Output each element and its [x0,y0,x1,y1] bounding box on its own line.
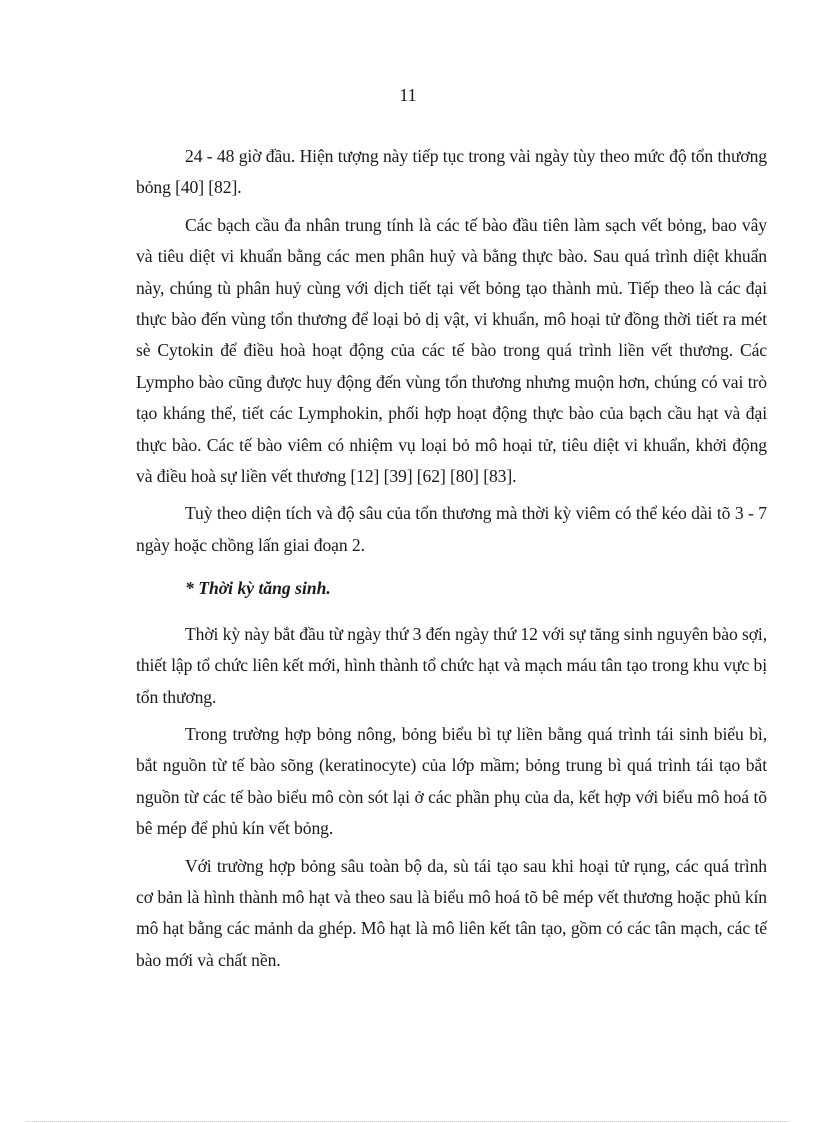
paragraph-deep-burns: Với trường hợp bỏng sâu toàn bộ da, sù tái tạo sau khi hoại tử rụng, các quá trình cơ bản là hình thành mô hạt và theo sau là biểu mô hoá tõ bê mép vết thương hoặc phủ kín mô hạt bằng các mảnh da ghép. Mô hạt là mô liên kết tân tạo, gồm có các tân mạch, các tế bào mới và chất nền. [136,855,767,970]
paragraph-superficial-burns: Trong trường hợp bỏng nông, bỏng biểu bì tự liền bằng quá trình tái sinh biểu bì, bắt nguồn từ tế bào sõng (keratinocyte) của lớp mầm; bỏng trung bì quá trình tái tạo bắt nguồn từ các tế bào biểu mô còn sót lại ở các phần phụ của da, kết hợp với biểu mô hoá tõ bê mép để phủ kín vết bỏng. [136,723,767,839]
section-heading-proliferation: * Thời kỳ tăng sinh. [185,578,331,599]
page-number: 11 [399,85,417,105]
paragraph-inflammation-length: Tuỳ theo diện tích và độ sâu của tổn thương mà thời kỳ viêm có thể kéo dài tõ 3 - 7 ngày hoặc chồng lấn giai đoạn 2. [136,503,767,555]
paragraph-neutrophils: Các bạch cầu đa nhân trung tính là các tế bào đầu tiên làm sạch vết bỏng, bao vây và tiêu diệt vi khuẩn bằng các men phân huỷ và bằng thực bào. Sau quá trình diệt khuẩn này, chúng tù phân huỷ cùng với dịch tiết tại vết bỏng tạo thành mủ. Tiếp theo là các đại thực bào đến vùng tổn thương để loại bỏ dị vật, vi khuẩn, mô hoại tử đồng thời tiết ra mét sè Cytokin để điều hoà hoạt động của các tế bào trong quá trình liền vết thương. Các Lympho bào cũng được huy động đến vùng tổn thương nhưng muộn hơn, chúng có vai trò tạo kháng thể, tiết các Lymphokin, phối hợp hoạt động thực bào của bạch cầu hạt và đại thực bào. Các tế bào viêm có nhiệm vụ loại bỏ mô hoại tử, tiêu diệt vi khuẩn, khởi động và điều hoà sự liền vết thương [12] [39] [62] [80] [83]. [136,214,767,487]
paragraph-proliferation-start: Thời kỳ này bắt đầu từ ngày thứ 3 đến ngày thứ 12 với sự tăng sinh nguyên bào sợi, thiết lập tổ chức liên kết mới, hình thành tổ chức hạt và mạch máu tân tạo trong khu vực bị tổn thương. [136,623,767,707]
footer-divider [27,1121,789,1122]
paragraph-inflammation-duration: 24 - 48 giờ đầu. Hiện tượng này tiếp tục trong vài ngày tùy theo mức độ tổn thương bỏng [40] [82]. [136,146,767,198]
document-body [136,141,767,982]
